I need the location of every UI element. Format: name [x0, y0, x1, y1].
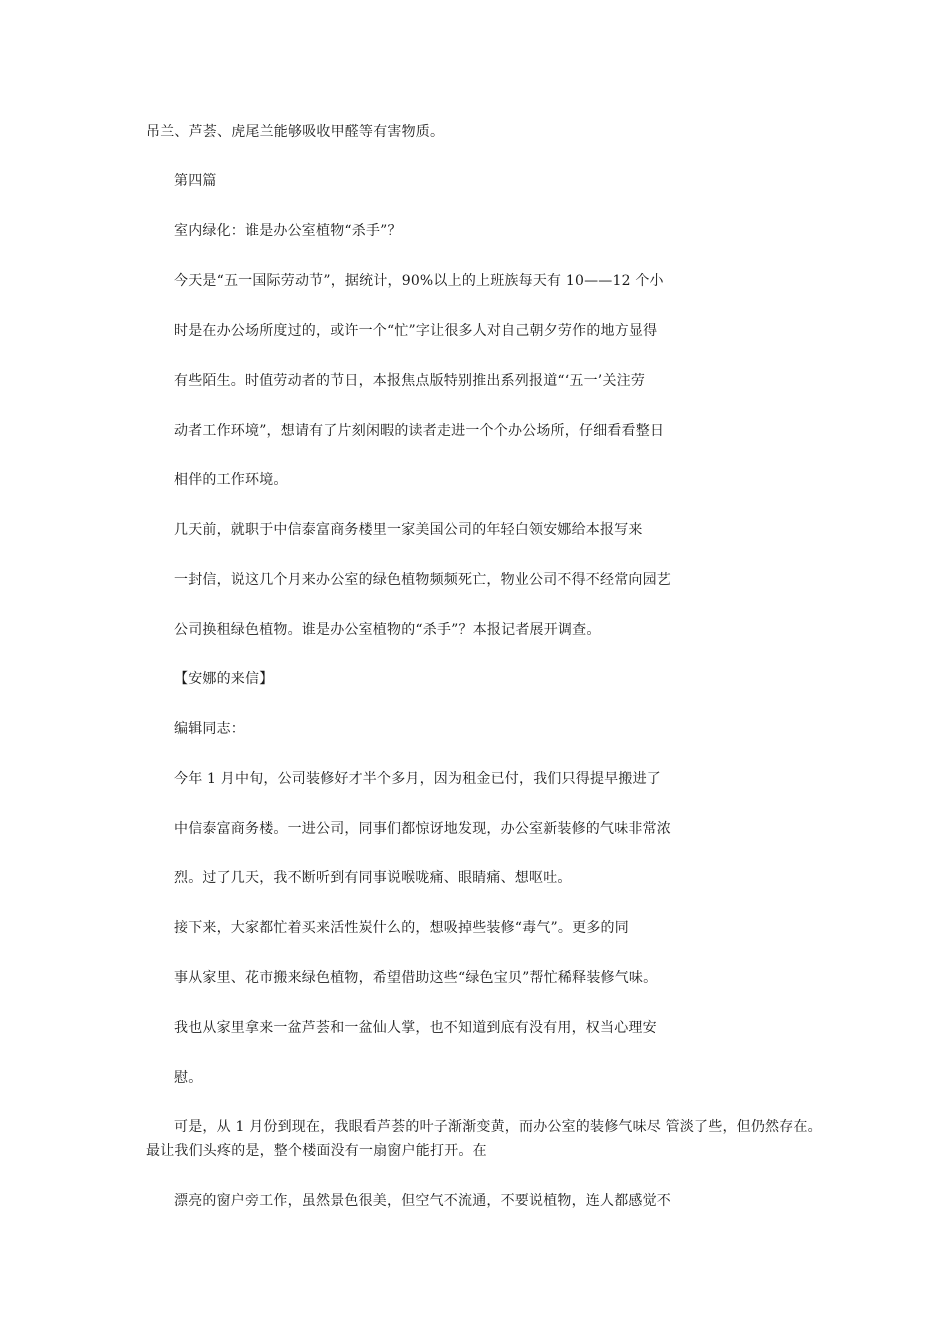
text-line: 公司换租绿色植物。谁是办公室植物的“杀手”？本报记者展开调查。 — [174, 622, 601, 638]
letter-heading: 【安娜的来信】 — [174, 671, 274, 687]
section-heading: 第四篇 — [174, 173, 217, 189]
text-line: 动者工作环境”，想请有了片刻闲暇的读者走进一个个办公场所，仔细看看整日 — [174, 423, 665, 439]
text-line: 事从家里、花市搬来绿色植物，希望借助这些“绿色宝贝”帮忙稀释装修气味。 — [174, 970, 658, 986]
salutation: 编辑同志： — [174, 721, 245, 737]
text-line: 今天是“五一国际劳动节”，据统计，90%以上的上班族每天有 10——12 个小 — [174, 273, 664, 289]
text-line: 有些陌生。时值劳动者的节日，本报焦点版特别推出系列报道“‘五一’关注劳 — [174, 373, 646, 389]
text-line: 最让我们头疼的是，整个楼面没有一扇窗户能打开。在 — [146, 1143, 487, 1159]
text-line: 几天前，就职于中信泰富商务楼里一家美国公司的年轻白领安娜给本报写来 — [174, 522, 643, 538]
text-line: 漂亮的窗户旁工作，虽然景色很美，但空气不流通，不要说植物，连人都感觉不 — [174, 1193, 671, 1209]
text-line: 一封信，说这几个月来办公室的绿色植物频频死亡，物业公司不得不经常向园艺 — [174, 572, 671, 588]
text-line: 接下来，大家都忙着买来活性炭什么的，想吸掉些装修“毒气”。更多的同 — [174, 920, 629, 936]
text-line: 今年 1 月中旬，公司装修好才半个多月，因为租金已付，我们只得提早搬进了 — [174, 771, 662, 787]
text-line: 相伴的工作环境。 — [174, 472, 288, 488]
article-title: 室内绿化：谁是办公室植物“杀手”？ — [174, 223, 402, 239]
text-line: 中信泰富商务楼。一进公司，同事们都惊讶地发现，办公室新装修的气味非常浓 — [174, 821, 671, 837]
text-line: 慰。 — [174, 1070, 203, 1086]
text-line: 可是，从 1 月份到现在，我眼看芦荟的叶子渐渐变黄，而办公室的装修气味尽 管淡了些，但仍然存在。 — [174, 1119, 822, 1135]
text-line: 我也从家里拿来一盆芦荟和一盆仙人掌，也不知道到底有没有用，权当心理安 — [174, 1020, 657, 1036]
text-line: 烈。过了几天，我不断听到有同事说喉咙痛、眼睛痛、想呕吐。 — [174, 870, 572, 886]
text-line: 吊兰、芦荟、虎尾兰能够吸收甲醛等有害物质。 — [146, 124, 445, 140]
text-line: 时是在办公场所度过的，或许一个“忙”字让很多人对自己朝夕劳作的地方显得 — [174, 323, 658, 339]
